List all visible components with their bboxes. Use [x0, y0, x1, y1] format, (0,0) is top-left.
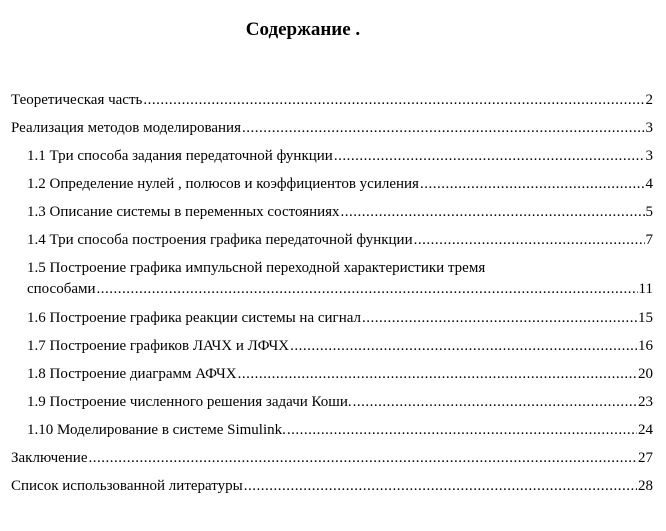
toc-entry-references[interactable]: [11, 477, 653, 495]
toc-entry-label: 1.3 Описание системы в переменных состояниях: [27, 204, 340, 220]
toc-title: Содержание .: [245, 19, 361, 40]
toc-entry-page: 20: [638, 366, 653, 382]
dot-leader: [290, 337, 637, 355]
toc-entry-1-5[interactable]: [27, 280, 653, 298]
toc-entry-1-1[interactable]: [27, 147, 653, 165]
dot-leader: [244, 477, 637, 495]
dot-leader: [362, 309, 637, 327]
toc-entry-label: Список использованной литературы: [11, 478, 243, 494]
toc-entry-label: 1.8 Построение диаграмм АФЧХ: [27, 366, 237, 382]
toc-entry-1-8[interactable]: [27, 365, 653, 383]
toc-entry-page: 11: [638, 281, 653, 297]
toc-entry-label: Заключение: [11, 450, 88, 466]
dot-leader: [97, 280, 638, 298]
toc-entry-label: 1.6 Построение графика реакции системы на сигнал: [27, 310, 361, 326]
dot-leader: [242, 119, 645, 137]
toc-entry-page: 16: [638, 338, 653, 354]
dot-leader: [287, 421, 637, 439]
toc-entry-1-2[interactable]: [27, 175, 653, 193]
toc-entry-label: 1.1 Три способа задания передаточной функции: [27, 148, 333, 164]
toc-entry-label: способами: [27, 281, 96, 297]
toc-entry-label: 1.2 Определение нулей , полюсов и коэффициентов усиления: [27, 176, 419, 192]
dot-leader: [334, 147, 645, 165]
toc-entry-page: 28: [638, 478, 653, 494]
toc-entry-1-3[interactable]: [27, 203, 653, 221]
toc-entry-1-9[interactable]: [27, 393, 653, 411]
toc-entry-page: 15: [638, 310, 653, 326]
toc-entry-page: 4: [645, 176, 653, 192]
toc-entry-theory[interactable]: [11, 91, 653, 109]
toc-entry-label: Реализация методов моделирования: [11, 120, 241, 136]
toc-entry-1-6[interactable]: [27, 309, 653, 327]
toc-entry-label: 1.10 Моделирование в системе Simulink.: [27, 422, 286, 438]
dot-leader: [353, 393, 637, 411]
toc-entry-page: 2: [645, 92, 653, 108]
toc-entry-conclusion[interactable]: [11, 449, 653, 467]
toc-entry-page: 3: [645, 120, 653, 136]
toc-entry-label: Теоретическая часть: [11, 92, 143, 108]
toc-entry-1-4[interactable]: [27, 231, 653, 249]
toc-entry-1-7[interactable]: [27, 337, 653, 355]
toc-entry-1-10[interactable]: [27, 421, 653, 439]
toc-entry-1-5-line1[interactable]: 1.5 Построение графика импульсной переходной характеристики тремя: [27, 260, 486, 276]
toc-entry-page: 24: [638, 422, 653, 438]
toc-entry-page: 23: [638, 394, 653, 410]
toc-entry-page: 27: [638, 450, 653, 466]
dot-leader: [341, 203, 645, 221]
dot-leader: [143, 91, 644, 109]
dot-leader: [238, 365, 637, 383]
dot-leader: [414, 231, 645, 249]
toc-entry-label: 1.9 Построение численного решения задачи Коши.: [27, 394, 352, 410]
toc-entry-methods[interactable]: [11, 119, 653, 137]
toc-entry-page: 5: [645, 204, 653, 220]
toc-entry-page: 7: [645, 232, 653, 248]
dot-leader: [420, 175, 645, 193]
toc-entry-label: 1.4 Три способа построения графика передаточной функции: [27, 232, 413, 248]
toc-entry-label: 1.7 Построение графиков ЛАЧХ и ЛФЧХ: [27, 338, 290, 354]
dot-leader: [89, 449, 638, 467]
toc-entry-page: 3: [645, 148, 653, 164]
